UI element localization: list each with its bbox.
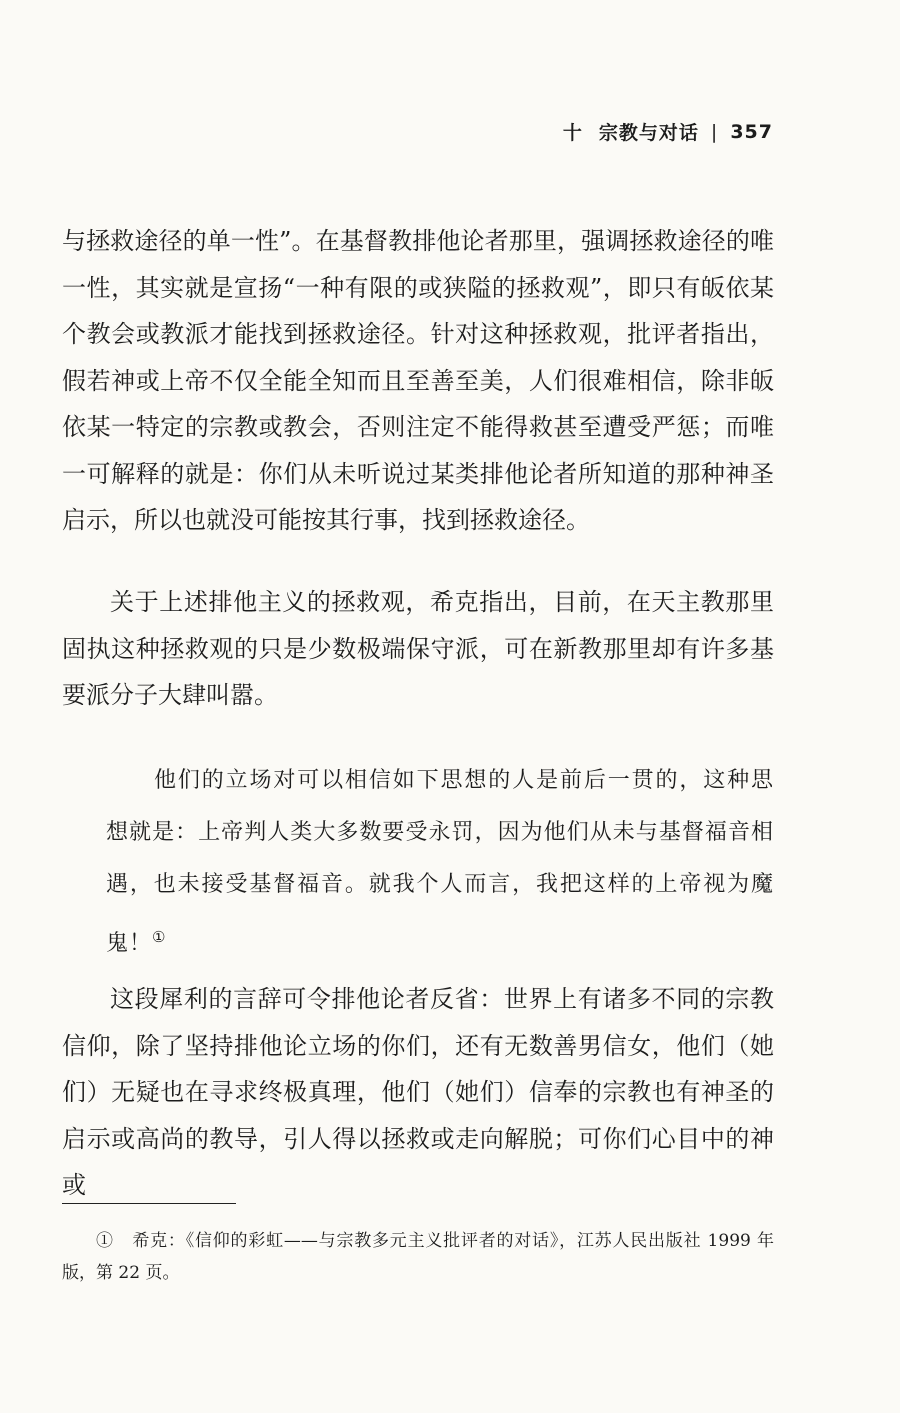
header-separator: | (710, 120, 719, 143)
page-number: 357 (730, 120, 773, 143)
body-paragraph: 这段犀利的言辞可令排他论者反省：世界上有诸多不同的宗教信仰，除了坚持排他论立场的你们，还有无数善男信女，他们（她们）无疑也在寻求终极真理，他们（她们）信奉的宗教也有神圣的启示或高尚的教导，引人得以拯救或走向解脱；可你们心目中的神或 (62, 985, 774, 1199)
chapter-number: 十 (562, 122, 583, 144)
footnote (62, 1225, 774, 1289)
footnote-rule (62, 1203, 236, 1204)
block-quote (106, 755, 774, 970)
footnote-marker: ① (96, 1231, 114, 1251)
chapter-title: 宗教与对话 (598, 122, 699, 144)
body-paragraph: 关于上述排他主义的拯救观，希克指出，目前，在天主教那里固执这种拯救观的只是少数极端保守派，可在新教那里却有许多基要派分子大肆叫嚣。 (62, 588, 774, 709)
running-header (563, 118, 773, 145)
footnote-text: 希克：《信仰的彩虹——与宗教多元主义批评者的对话》，江苏人民出版社 1999 年版，第 22 页。 (62, 1231, 775, 1283)
body-paragraph: 与拯救途径的单一性”。在基督教排他论者那里，强调拯救途径的唯一性，其实就是宣扬“一种有限的或狭隘的拯救观”，即只有皈依某个教会或教派才能找到拯救途径。针对这种拯救观，批评者指出，假若神或上帝不仅全能全知而且至善至美，人们很难相信，除非皈依某一特定的宗教或教会，否则注定不能得救甚至遭受严惩；而唯一可解释的就是：你们从未听说过某类排他论者所知道的那种神圣启示，所以也就没可能按其行事，找到拯救途径。 (62, 227, 774, 534)
quote-text: 他们的立场对可以相信如下思想的人是前后一贯的，这种思想就是：上帝判人类大多数要受永罚，因为他们从未与基督福音相遇，也未接受基督福音。就我个人而言，我把这样的上帝视为魔鬼！ (106, 768, 774, 956)
footnote-reference[interactable]: ① (152, 928, 167, 946)
